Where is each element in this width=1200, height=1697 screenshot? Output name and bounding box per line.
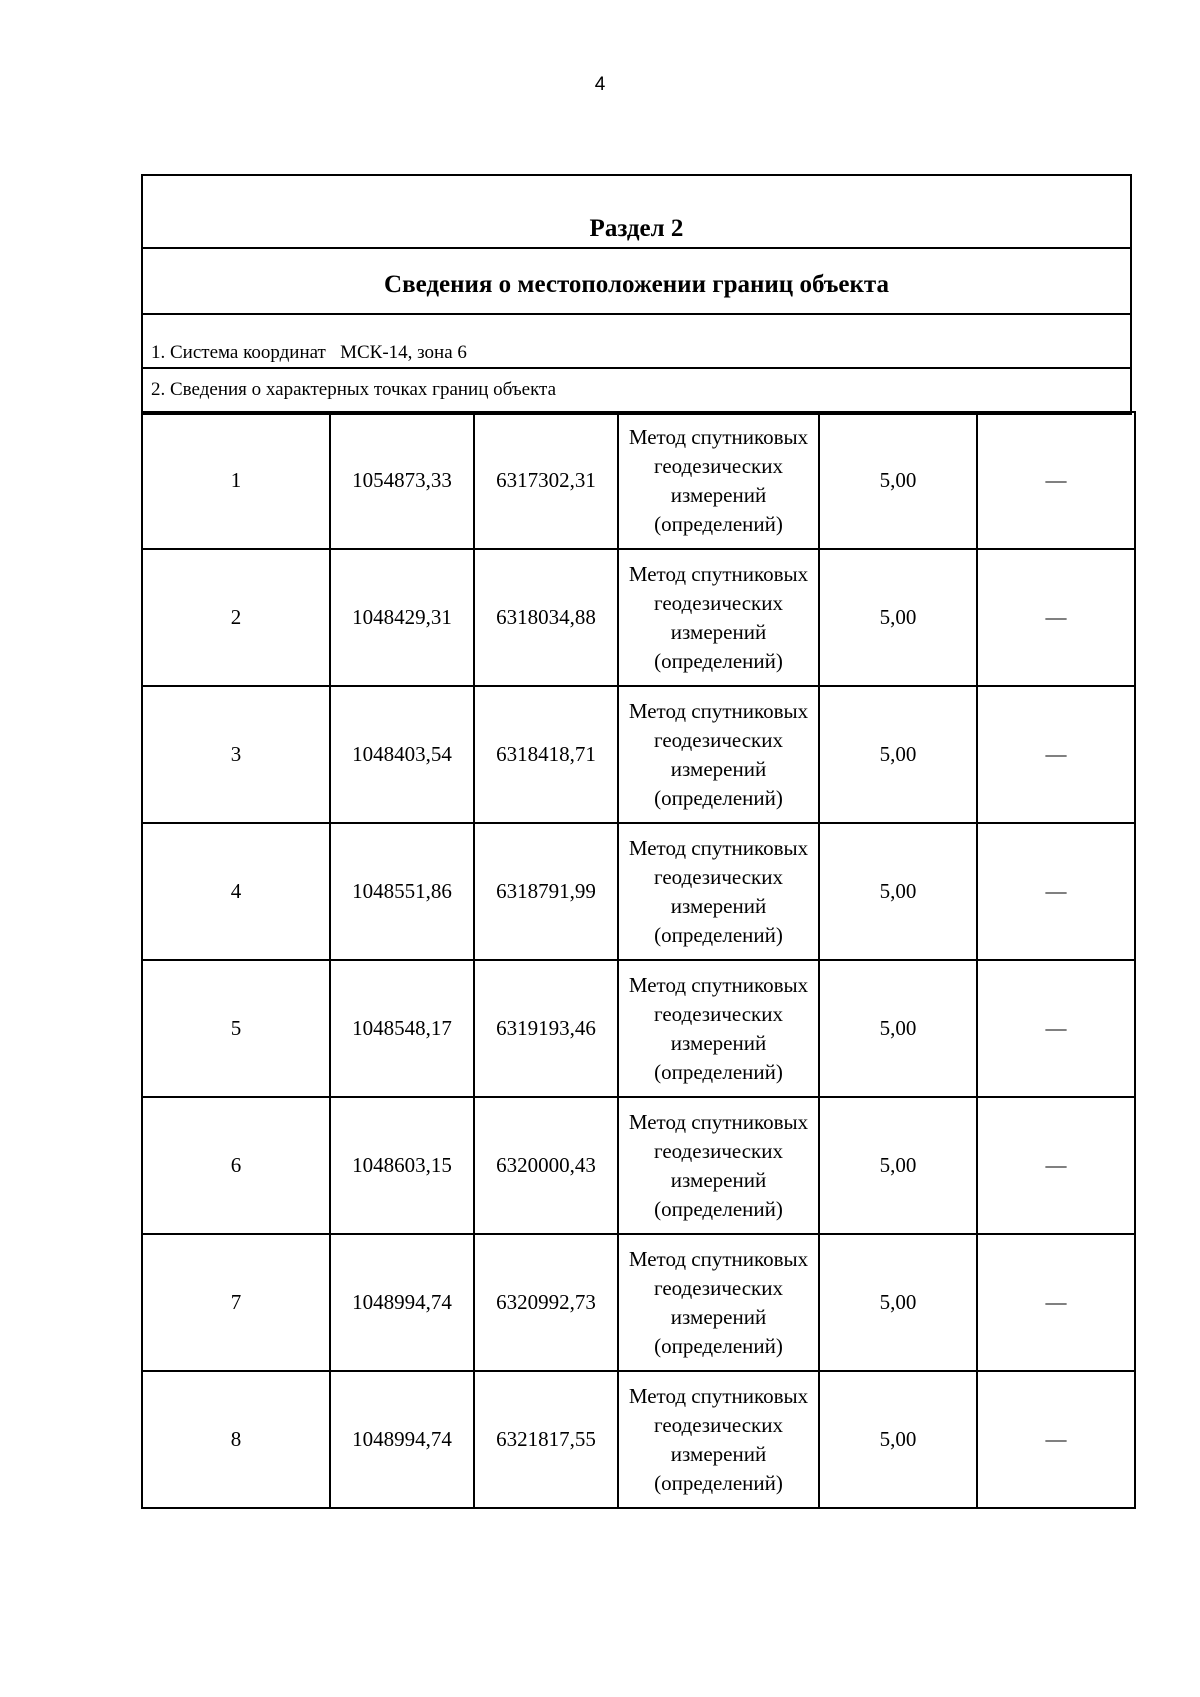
point-y-cell: 6320992,73 [474,1234,618,1371]
point-y-cell: 6321817,55 [474,1371,618,1508]
point-method-cell: Метод спутниковых геодезических измерений (определений) [618,1097,819,1234]
table-row [142,1234,1135,1371]
point-x-cell: 1048551,86 [330,823,474,960]
section-header-frame [141,174,1132,415]
point-y-cell: 6317302,31 [474,412,618,549]
table-row [142,1371,1135,1508]
point-x-cell: 1048603,15 [330,1097,474,1234]
point-description-cell: — [977,412,1135,549]
point-y-cell: 6320000,43 [474,1097,618,1234]
point-number-cell: 8 [142,1371,330,1508]
point-number-cell: 1 [142,412,330,549]
point-x-cell: 1048403,54 [330,686,474,823]
point-method-cell: Метод спутниковых геодезических измерений (определений) [618,1234,819,1371]
table-row [142,686,1135,823]
point-number-cell: 7 [142,1234,330,1371]
point-description-cell: — [977,960,1135,1097]
table-row [142,1097,1135,1234]
point-method-cell: Метод спутниковых геодезических измерений (определений) [618,960,819,1097]
point-number-cell: 4 [142,823,330,960]
points-table [141,411,1136,1509]
point-accuracy-cell: 5,00 [819,1234,977,1371]
section-subtitle-row [143,249,1130,315]
point-accuracy-cell: 5,00 [819,549,977,686]
point-method-cell: Метод спутниковых геодезических измерений (определений) [618,1371,819,1508]
point-x-cell: 1048994,74 [330,1234,474,1371]
table-row [142,823,1135,960]
table-row [142,960,1135,1097]
points-heading-row [143,369,1130,413]
coord-system-text: 1. Система координат МСК-14, зона 6 [151,342,467,363]
point-description-cell: — [977,1097,1135,1234]
coord-system-row [143,315,1130,369]
point-x-cell: 1048994,74 [330,1371,474,1508]
table-row [142,412,1135,549]
section-title-row [143,176,1130,249]
point-accuracy-cell: 5,00 [819,412,977,549]
point-number-cell: 2 [142,549,330,686]
point-description-cell: — [977,823,1135,960]
point-method-cell: Метод спутниковых геодезических измерений (определений) [618,686,819,823]
points-heading-text: 2. Сведения о характерных точках границ объекта [151,379,557,400]
point-method-cell: Метод спутниковых геодезических измерений (определений) [618,549,819,686]
point-y-cell: 6318034,88 [474,549,618,686]
point-number-cell: 3 [142,686,330,823]
point-accuracy-cell: 5,00 [819,1371,977,1508]
point-number-cell: 6 [142,1097,330,1234]
point-accuracy-cell: 5,00 [819,823,977,960]
point-x-cell: 1048429,31 [330,549,474,686]
points-table-body [142,412,1135,1508]
point-number-cell: 5 [142,960,330,1097]
point-y-cell: 6318418,71 [474,686,618,823]
point-method-cell: Метод спутниковых геодезических измерений (определений) [618,412,819,549]
point-description-cell: — [977,1371,1135,1508]
point-accuracy-cell: 5,00 [819,1097,977,1234]
section-title: Раздел 2 [589,215,684,242]
section-subtitle: Сведения о местоположении границ объекта [384,271,889,298]
point-x-cell: 1048548,17 [330,960,474,1097]
point-description-cell: — [977,549,1135,686]
point-y-cell: 6319193,46 [474,960,618,1097]
point-description-cell: — [977,1234,1135,1371]
page-number: 4 [594,74,606,95]
point-y-cell: 6318791,99 [474,823,618,960]
point-accuracy-cell: 5,00 [819,686,977,823]
point-description-cell: — [977,686,1135,823]
point-x-cell: 1054873,33 [330,412,474,549]
point-accuracy-cell: 5,00 [819,960,977,1097]
table-row [142,549,1135,686]
point-method-cell: Метод спутниковых геодезических измерений (определений) [618,823,819,960]
